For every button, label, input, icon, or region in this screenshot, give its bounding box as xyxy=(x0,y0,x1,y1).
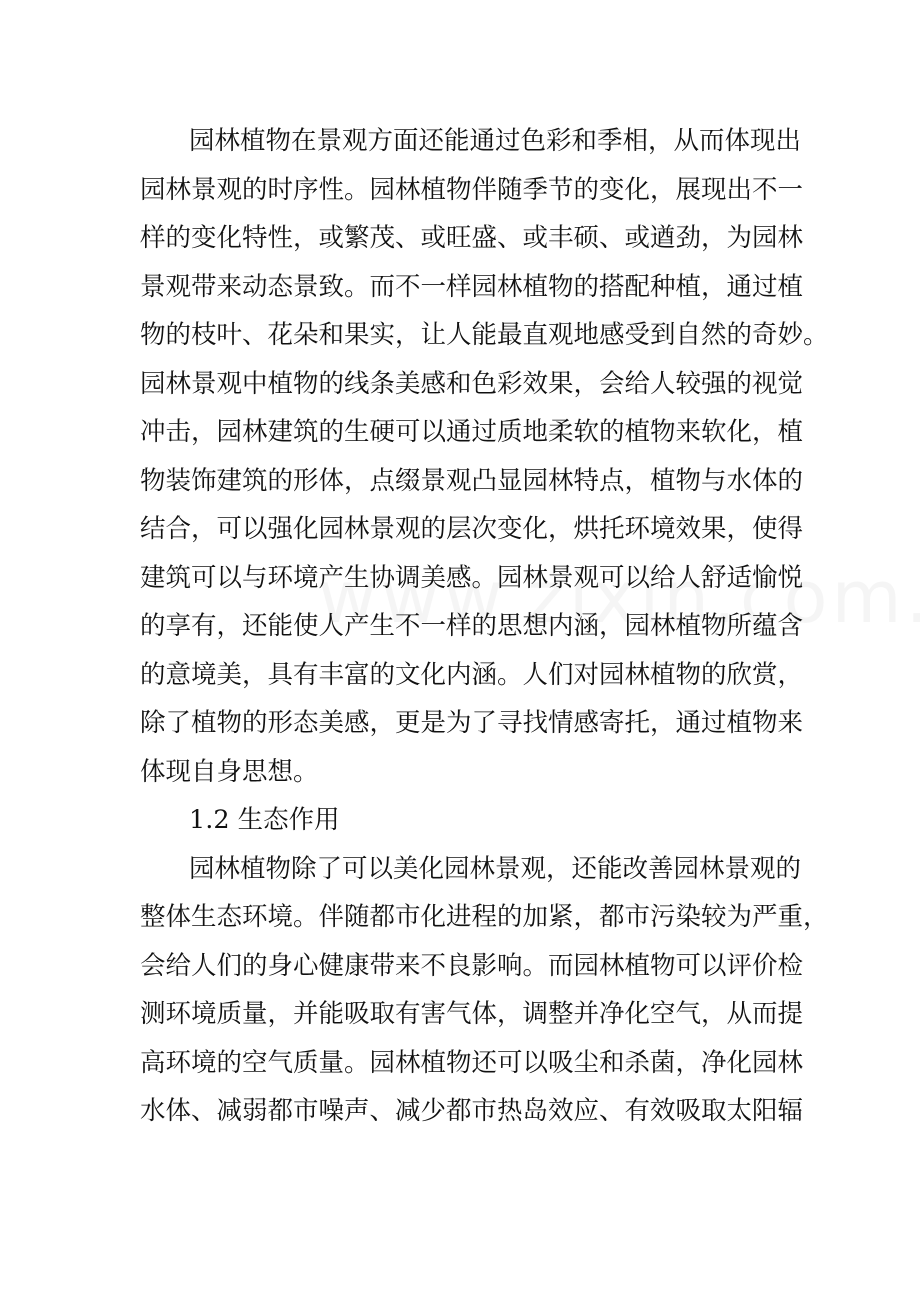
paragraph-line: 园林植物除了可以美化园林景观，还能改善园林景观的 xyxy=(189,853,802,884)
paragraph-line: 物的枝叶、花朵和果实，让人能最直观地感受到自然的奇妙。 xyxy=(140,320,829,350)
paragraph-line: 园林景观中植物的线条美感和色彩效果，会给人较强的视觉 xyxy=(140,368,804,399)
paragraph-line: 的享有，还能使人产生不一样的思想内涵，园林植物所蕴含 xyxy=(140,611,804,641)
paragraph-line: 测环境质量，并能吸取有害气体，调整并净化空气，从而提 xyxy=(140,999,804,1029)
paragraph-line: 建筑可以与环境产生协调美感。园林景观可以给人舒适愉悦 xyxy=(140,562,804,593)
paragraph-line: 除了植物的形态美感，更是为了寻找情感寄托，通过植物来 xyxy=(140,708,804,738)
paragraph-line: 园林植物在景观方面还能通过色彩和季相，从而体现出 xyxy=(189,126,802,156)
paragraph-line: 体现自身思想。 xyxy=(140,756,319,787)
paragraph-line: 水体、减弱都市噪声、减少都市热岛效应、有效吸取太阳辐 xyxy=(140,1096,804,1126)
paragraph-line: 整体生态环境。伴随都市化进程的加紧，都市污染较为严重， xyxy=(140,902,829,932)
section-heading: 1.2 生态作用 xyxy=(189,805,340,835)
paragraph-line: 高环境的空气质量。园林植物还可以吸尘和杀菌，净化园林 xyxy=(140,1047,804,1078)
paragraph-line: 景观带来动态景致。而不一样园林植物的搭配种植，通过植 xyxy=(140,271,804,302)
paragraph-line: 冲击，园林建筑的生硬可以通过质地柔软的植物来软化，植 xyxy=(140,417,804,447)
paragraph-line: 物装饰建筑的形体，点缀景观凸显园林特点，植物与水体的 xyxy=(140,465,804,496)
paragraph-line: 的意境美，具有丰富的文化内涵。人们对园林植物的欣赏， xyxy=(140,659,804,690)
paragraph-line: 结合，可以强化园林景观的层次变化，烘托环境效果，使得 xyxy=(140,514,804,544)
paragraph-line: 园林景观的时序性。园林植物伴随季节的变化，展现出不一 xyxy=(140,174,804,205)
paragraph-line: 会给人们的身心健康带来不良影响。而园林植物可以评价检 xyxy=(140,950,804,981)
paragraph-2 xyxy=(140,845,829,1136)
body-text xyxy=(140,117,829,1136)
paragraph-1 xyxy=(140,117,829,796)
paragraph-line: 样的变化特性，或繁茂、或旺盛、或丰硕、或遒劲，为园林 xyxy=(140,223,804,253)
